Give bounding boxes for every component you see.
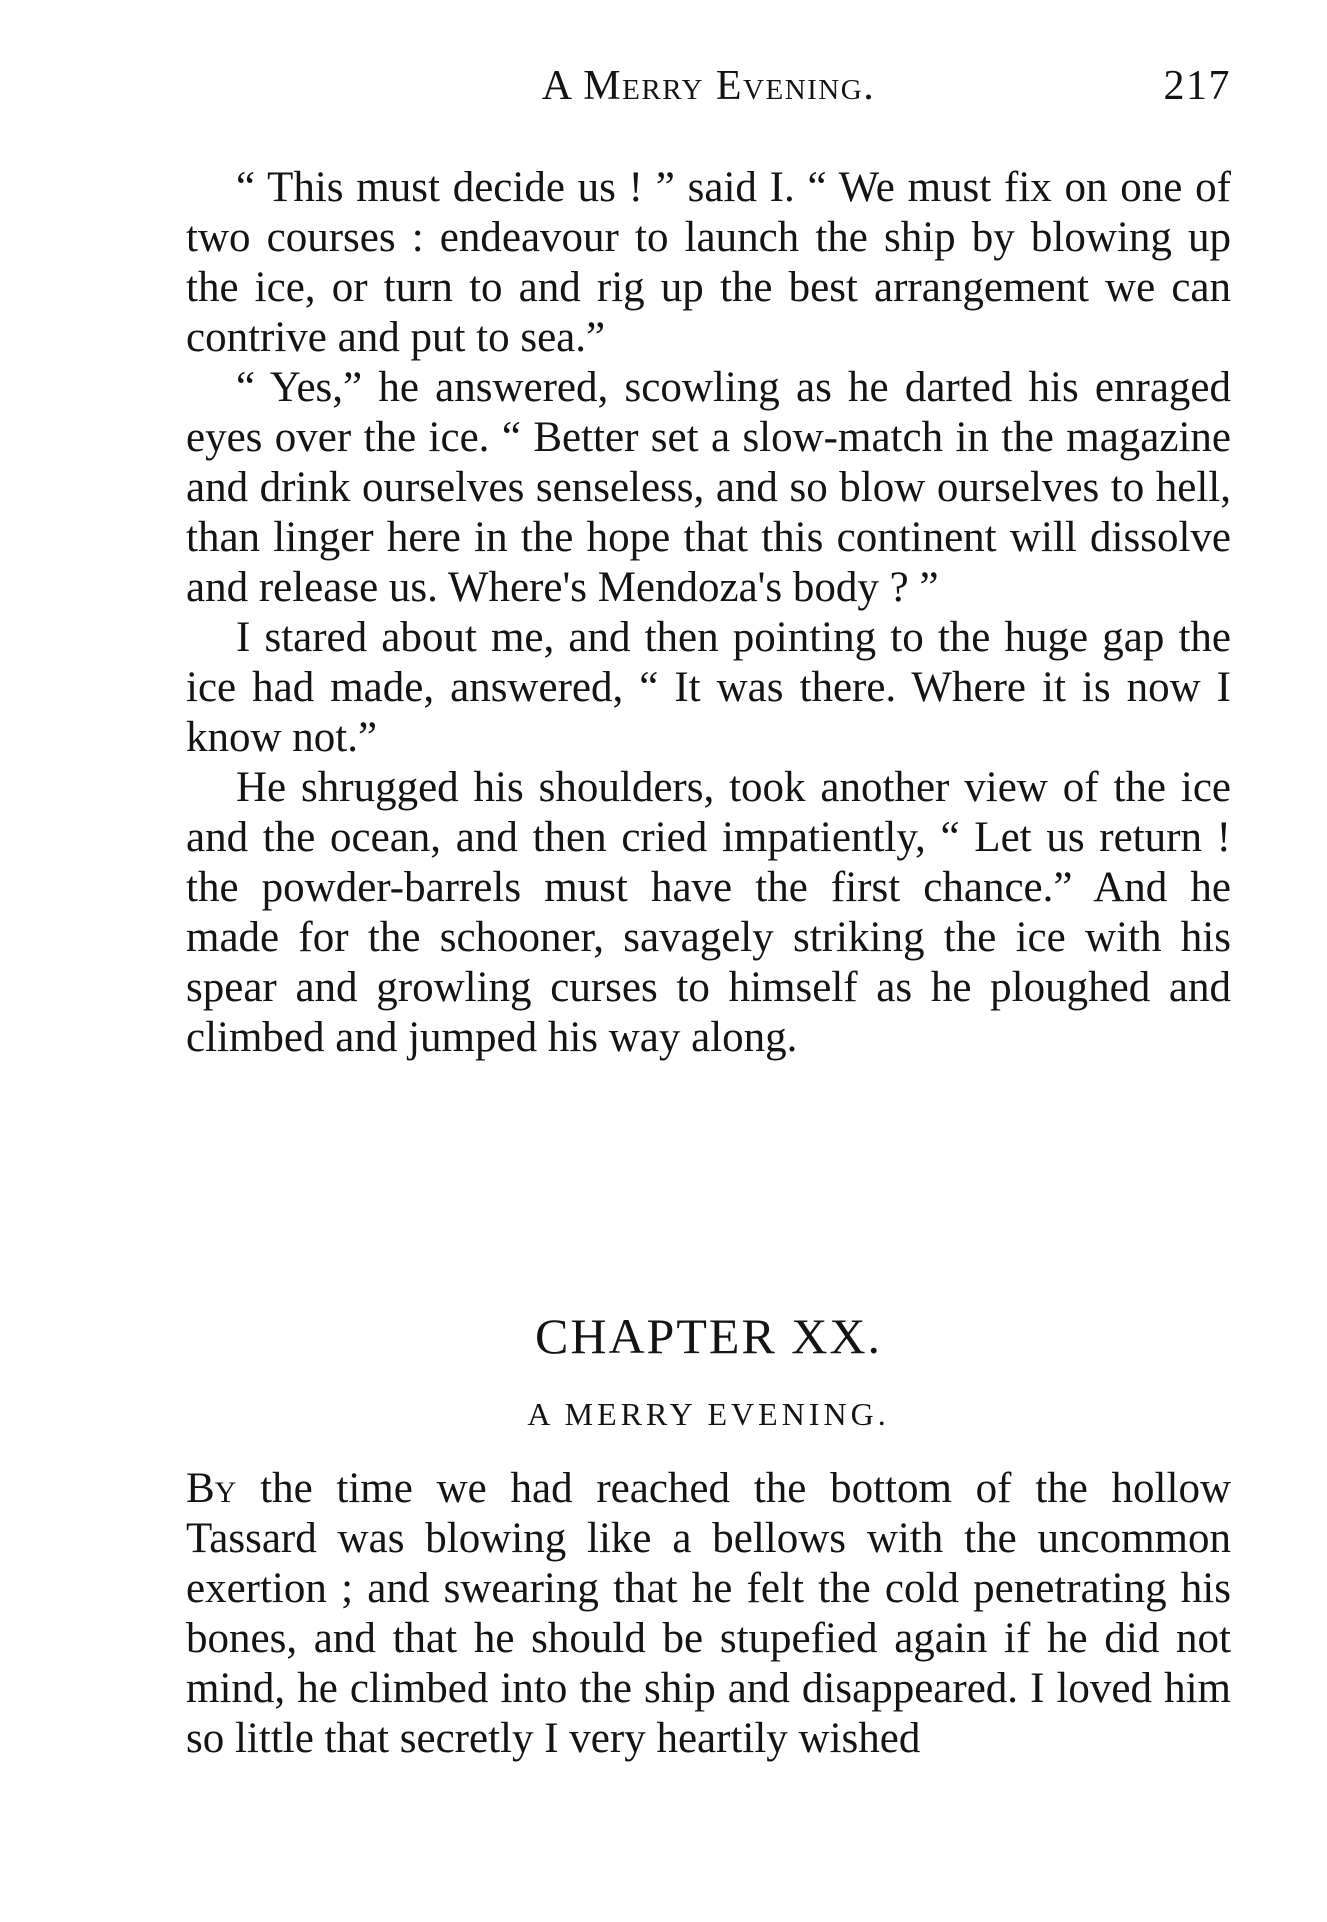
running-header (186, 62, 1231, 122)
paragraph: He shrugged his shoulders, took another view of the ice and the ocean, and then cried impatiently, “ Let us return ! the powder-barrels must have the first chance.” And he made for the schooner, savagely striking the ice with his spear and growling curses to himself as he ploughed and climbed and jumped his way along. (186, 764, 1231, 1061)
chapter-heading: CHAPTER XX. (534, 1308, 883, 1364)
paragraph: “ Yes,” he answered, scowling as he darted his enraged eyes over the ice. “ Better set a slow-match in the magazine and drink ourselves senseless, and so blow ourselves to hell, than linger here in the hope that this continent will dissolve and release us. Where's Mendoza's body ? ” (186, 364, 1231, 611)
opening-text: the time we had reached the bottom of the hollow Tassard was blowing like a bellows with the uncommon exertion ; and swearing that he felt the cold penetrating his bones, and that he should be stupefied again if he did not mind, he climbed into the ship and disappeared. I loved him so little that secretly I very heartily wished (186, 1465, 1231, 1762)
paragraph: “ This must decide us ! ” said I. “ We must fix on one of two courses : endeavour to launch the ship by blowing up the ice, or turn to and rig up the best arrangement we can contrive and put to sea.” (186, 164, 1231, 361)
page-number: 217 (1163, 63, 1231, 109)
chapter-opening-text (186, 1464, 1231, 1764)
paragraph: I stared about me, and then pointing to the huge gap the ice had made, answered, “ It was there. Where it is now I know not.” (186, 614, 1231, 761)
body-text (186, 163, 1231, 1063)
chapter-title: A MERRY EVENING. (527, 1396, 890, 1432)
running-title: A Merry Evening. (541, 63, 876, 109)
opening-word: By (186, 1465, 237, 1512)
opening-paragraph (186, 1464, 1231, 1764)
